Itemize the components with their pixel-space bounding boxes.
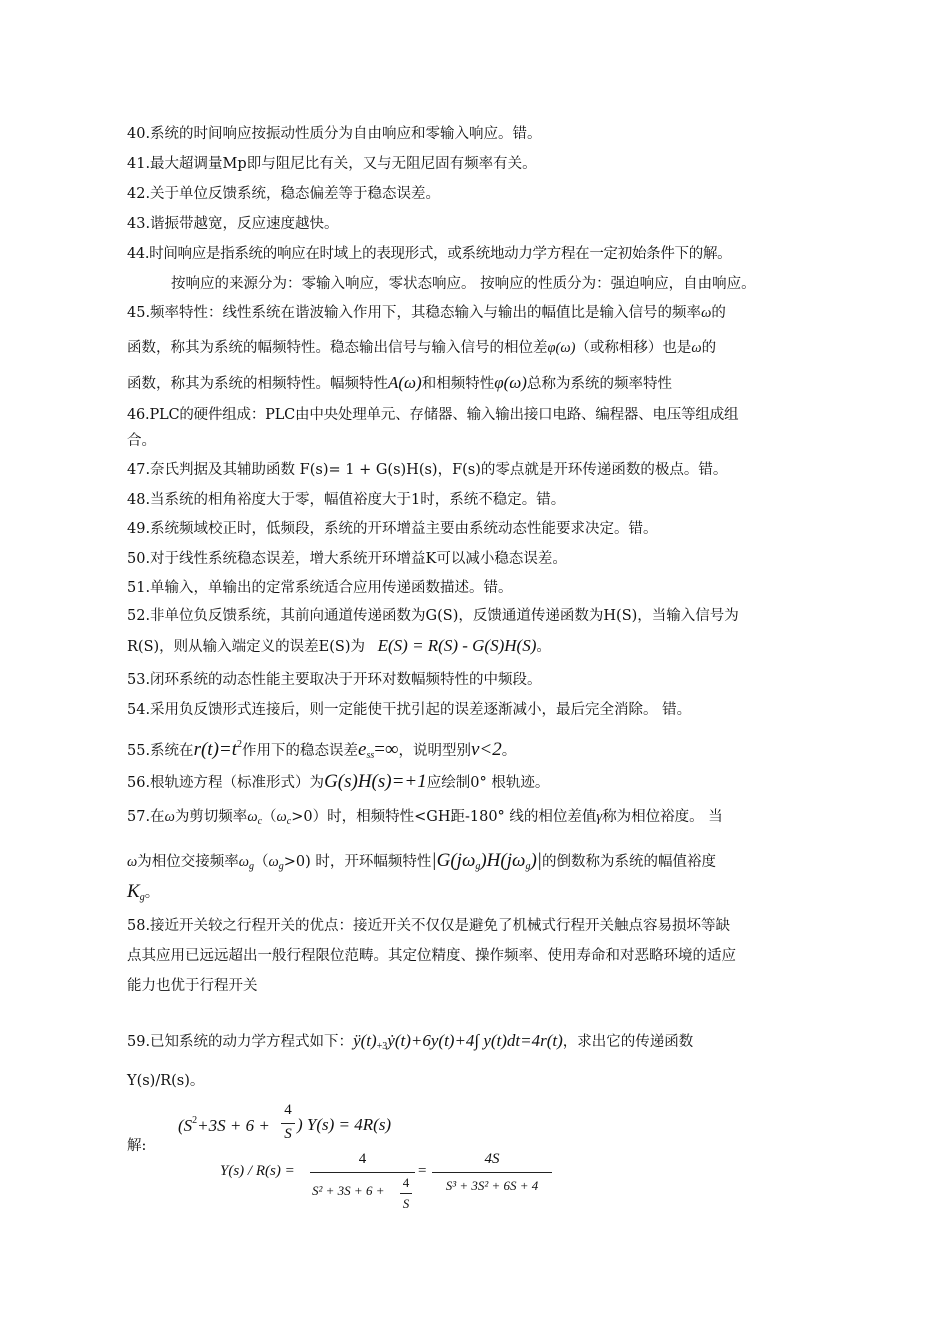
eq2-num1: 4 <box>358 1151 367 1167</box>
ode-term-3: ẏ(t)+6y(t)+4∫ y(t)dt=4r(t) <box>387 1031 563 1050</box>
item-57-text-d: >0）时，相频特性<GH距-180° 线的相位差值 <box>291 809 597 825</box>
phase-crossover-frequency: ω <box>268 854 279 870</box>
item-45-text-d: （或称相移）也是 <box>575 340 692 356</box>
item-45-line1 <box>127 303 726 323</box>
item-44-line2: 按响应的来源分为：零输入响应，零状态响应。 按响应的性质分为：强迫响应，自由响应。 <box>171 276 756 292</box>
root-locus-formula: G(s)H(s)=+1 <box>324 771 427 792</box>
omega-symbol: ω <box>701 305 712 321</box>
magnitude-formula-b: )H(jω <box>480 850 526 871</box>
ode-term-2: +3 <box>376 1041 388 1052</box>
item-52-text-b: 。 <box>536 639 551 655</box>
phase-crossover-subscript: g <box>278 861 284 872</box>
item-57-text-a: 57.在 <box>127 809 165 825</box>
item-48: 48.当系统的相角裕度大于零，幅值裕度大于1时，系统不稳定。错。 <box>127 492 566 508</box>
item-57-line3 <box>127 882 159 908</box>
magnitude-formula-a: |G(jω <box>431 850 476 871</box>
magnitude-subscript: g <box>475 861 481 872</box>
item-55 <box>127 735 516 766</box>
eq2-den1-num: 4 <box>402 1175 410 1190</box>
item-42: 42.关于单位反馈系统，稳态偏差等于稳态误差。 <box>127 186 441 202</box>
item-57-text-i: 的倒数称为系统的幅值裕度 <box>542 854 716 870</box>
item-55-text-b: 作用下的稳态误差 <box>242 743 358 759</box>
phase-formula: φ(ω) <box>547 340 576 356</box>
item-50: 50.对于线性系统稳态误差，增大系统开环增益K可以减小稳态误差。 <box>127 551 567 567</box>
omega-symbol: ω <box>164 809 175 825</box>
item-45-text-g: 和相频特性 <box>421 376 495 392</box>
item-52-text-a: R(S)，则从输入端定义的误差E(S)为 <box>127 639 365 655</box>
eq2-lhs: Y(s) / R(s) = <box>220 1163 295 1179</box>
item-46-line1: 46.PLC的硬件组成：PLC由中央处理单元、存储器、输入输出接口电路、编程器、电压等组成组 <box>127 407 739 423</box>
eq1-frac-den: S <box>284 1126 292 1142</box>
item-45-text-c: 函数，称其为系统的幅频特性。稳态输出信号与输入信号的相位差 <box>127 340 548 356</box>
item-59-text-b: ，求出它的传递函数 <box>562 1034 694 1050</box>
solution-eq1-left <box>178 1115 270 1136</box>
item-45-text-h: 总称为系统的频率特性 <box>526 376 672 392</box>
item-45-text-e: 的 <box>701 340 717 356</box>
type-formula: v<2 <box>471 739 502 760</box>
item-40: 40.系统的时间响应按振动性质分为自由响应和零输入响应。错。 <box>127 126 542 142</box>
eq2-den1-den: S <box>402 1196 410 1211</box>
eq1-open: (S <box>178 1116 193 1135</box>
item-47: 47.奈氏判据及其辅助函数 F(s)= 1 + G(s)H(s)，F(s)的零点就是开环传递函数的极点。错。 <box>127 462 728 478</box>
item-56-text-b: 应绘制0° 根轨迹。 <box>426 775 550 791</box>
steady-error-subscript: ss <box>366 750 375 761</box>
gain-margin-symbol: K <box>127 881 140 902</box>
item-55-text-a: 55.系统在 <box>127 743 194 759</box>
item-45-text-a: 45.频率特性：线性系统在谐波输入作用下，其稳态输入与输出的幅值比是输入信号的频率 <box>127 305 702 321</box>
phase-crossover-frequency: ω <box>238 854 249 870</box>
input-exponent: 2 <box>237 739 242 750</box>
item-41: 41.最大超调量Mp即与阻尼比有关，又与无阻尼固有频率有关。 <box>127 156 537 172</box>
item-45-line3 <box>127 373 672 394</box>
steady-error-symbol: e <box>358 739 367 760</box>
item-58-line1: 58.接近开关较之行程开关的优点：接近开关不仅仅是避免了机械式行程开关触点容易损坏等缺 <box>127 918 731 934</box>
item-46-line2: 合。 <box>127 433 156 449</box>
eq2-equals: = <box>418 1163 427 1179</box>
solution-label: 解: <box>127 1138 147 1154</box>
gain-margin-subscript: g <box>139 892 145 903</box>
phase-crossover-subscript: g <box>249 861 254 872</box>
eq2-bar2 <box>432 1172 552 1173</box>
steady-error-value: =∞ <box>374 739 399 760</box>
item-56 <box>127 772 549 793</box>
item-45-text-f: 函数，称其为系统的相频特性。幅频特性 <box>127 376 388 392</box>
magnitude-formula-c: )| <box>530 850 542 871</box>
item-57-line2 <box>127 851 716 877</box>
eq2-num2: 4S <box>484 1151 500 1167</box>
magnitude-subscript: g <box>525 861 531 872</box>
omega-symbol: ω <box>127 854 138 870</box>
eq1-frac-num: 4 <box>284 1102 292 1118</box>
item-54: 54.采用负反馈形式连接后，则一定能使干扰引起的误差逐渐减小，最后完全消除。 错。 <box>127 702 692 718</box>
eq1-frac-bar <box>281 1123 295 1124</box>
item-57-text-j: 。 <box>144 885 160 901</box>
item-49: 49.系统频域校正时，低频段，系统的开环增益主要由系统动态性能要求决定。错。 <box>127 521 658 537</box>
item-57-text-c: （ <box>262 809 277 825</box>
item-55-text-c: ，说明型别 <box>398 743 471 759</box>
eq2-den2: S³ + 3S² + 6S + 4 <box>445 1178 539 1193</box>
omega-symbol: ω <box>691 340 702 356</box>
item-57-text-h: >0) 时，开环幅频特性 <box>283 854 432 870</box>
ode-term-1: ÿ(t) <box>353 1031 377 1050</box>
eq1-right: ) Y(s) = 4R(s) <box>297 1115 392 1134</box>
eq2-den1-bar <box>400 1193 412 1194</box>
item-59-text-a: 59.已知系统的动力学方程式如下： <box>127 1034 354 1050</box>
item-59-line2: Y(s)/R(s)。 <box>127 1073 205 1089</box>
eq2-bar1 <box>310 1172 415 1173</box>
item-57-text-g: （ <box>254 854 269 870</box>
eq2-den1: S² + 3S + 6 + <box>312 1183 385 1198</box>
error-formula: E(S) = R(S) - G(S)H(S) <box>377 636 537 655</box>
amplitude-formula: A(ω) <box>388 373 422 392</box>
item-52-line1: 52.非单位负反馈系统，其前向通道传递函数为G(S)，反馈通道传递函数为H(S)，当输入信号为 <box>127 608 739 624</box>
item-43: 43.谐振带越宽，反应速度越快。 <box>127 216 339 232</box>
crossover-subscript: c <box>286 816 292 827</box>
item-59-line1 <box>127 1031 693 1057</box>
item-52-line2 <box>127 636 551 657</box>
item-57-text-b: 为剪切频率 <box>174 809 248 825</box>
item-45-line2 <box>127 338 716 358</box>
item-53: 53.闭环系统的动态性能主要取决于开环对数幅频特性的中频段。 <box>127 672 542 688</box>
input-formula: r(t)=t <box>193 739 237 760</box>
crossover-frequency: ω <box>247 809 258 825</box>
item-58-line2: 点其应用已远远超出一般行程限位范畴。其定位精度、操作频率、使用寿命和对恶略环境的适应 <box>127 948 736 964</box>
item-57-text-f: 为相位交接频率 <box>137 854 239 870</box>
item-55-text-d: 。 <box>501 743 517 759</box>
crossover-subscript: c <box>257 816 263 827</box>
gamma-symbol: γ <box>596 809 603 825</box>
eq1-exponent: 2 <box>192 1115 198 1126</box>
item-45-text-b: 的 <box>711 305 726 321</box>
item-44-line1: 44.时间响应是指系统的响应在时域上的表现形式，或系统地动力学方程在一定初始条件下的解。 <box>127 246 732 262</box>
item-58-line3: 能力也优于行程开关 <box>127 978 258 994</box>
item-51: 51.单输入，单输出的定常系统适合应用传递函数描述。错。 <box>127 580 513 596</box>
crossover-frequency: ω <box>276 809 287 825</box>
item-56-text-a: 56.根轨迹方程（标准形式）为 <box>127 775 325 791</box>
item-57-line1 <box>127 807 723 832</box>
item-57-text-e: 称为相位裕度。 当 <box>602 809 723 825</box>
eq1-mid: +3S + 6 + <box>197 1116 270 1135</box>
phase-formula: φ(ω) <box>494 373 527 392</box>
